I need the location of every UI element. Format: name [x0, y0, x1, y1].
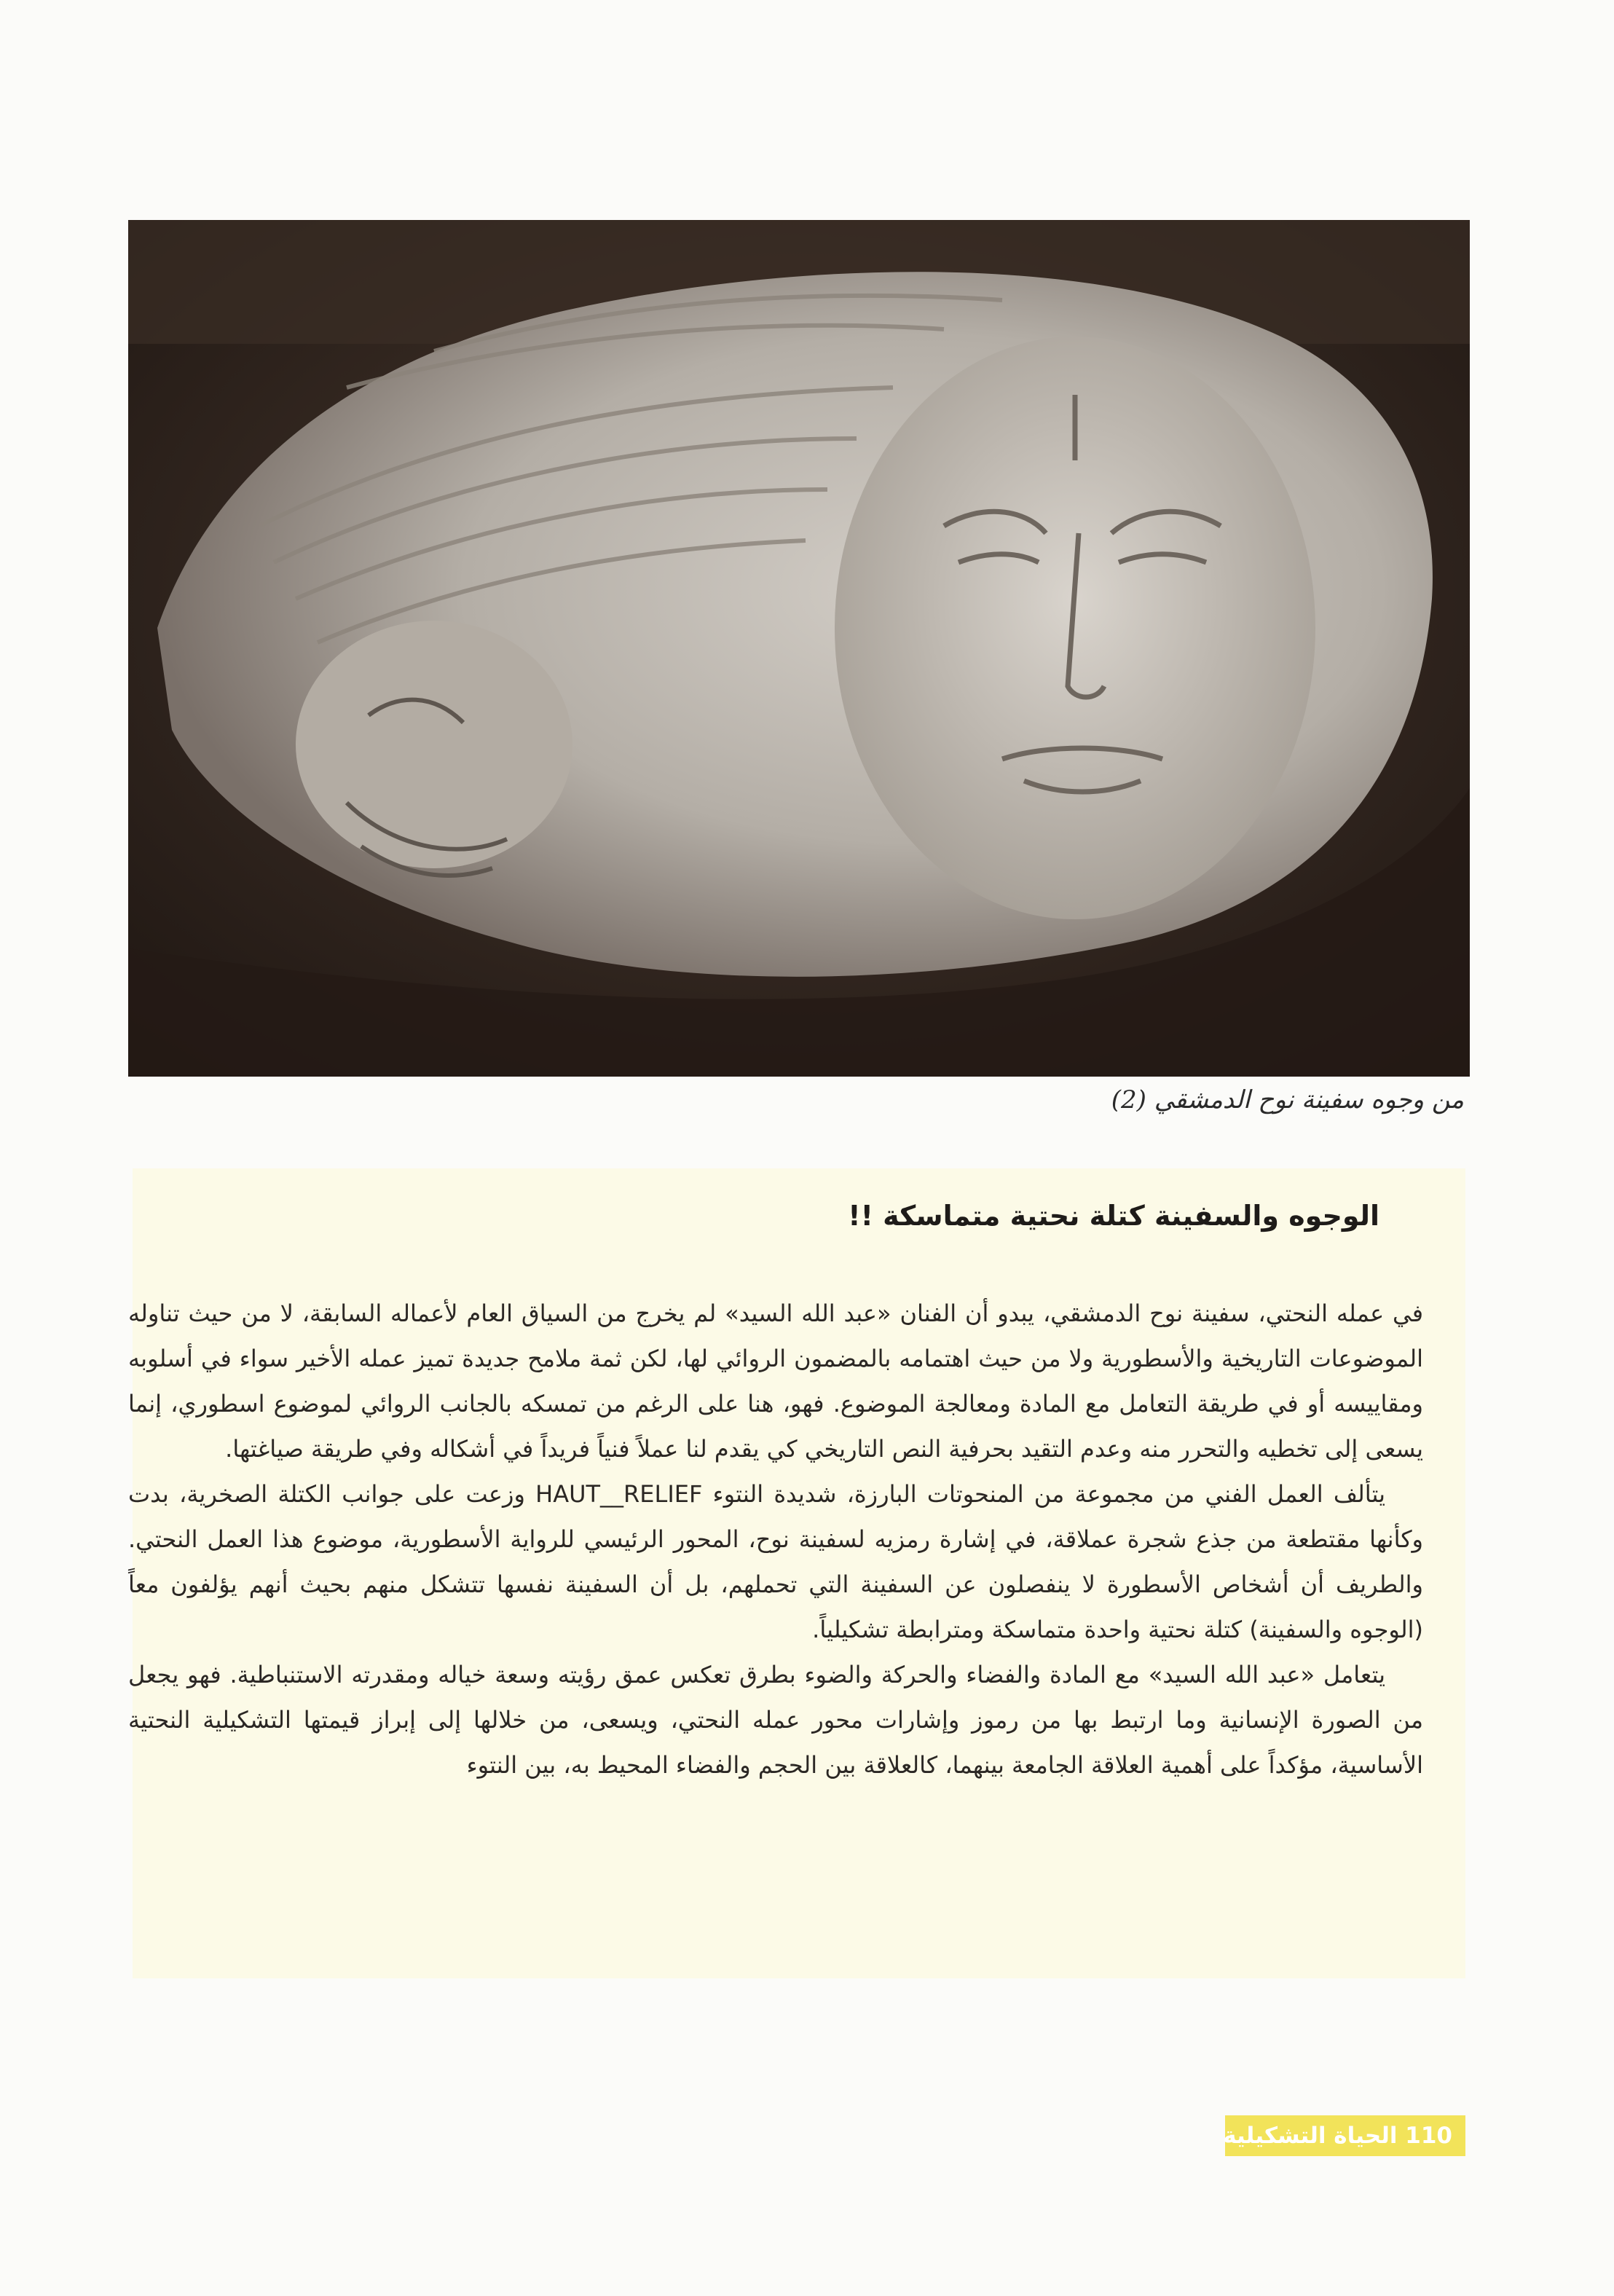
paragraph: يتعامل «عبد الله السيد» مع المادة والفضاء والحركة والضوء بطرق تعكس عمق رؤيته وسعة خياله ومقدرته الاستنباطية. فهو يجعل من الصورة الإنسانية وما ارتبط بها من رموز وإشارات محور عمله النحتي، ويسعى، من خلالها إلى إبراز قيمتها التشكيلية النحتية الأساسية، مؤكداً على أهمية العلاقة الجامعة بينهما، كالعلاقة بين الحجم والفضاء المحيط به، بين النتوء — [128, 1661, 1423, 1779]
sculpture-photo — [128, 220, 1470, 1077]
magazine-name: الحياة التشكيلية — [1223, 2123, 1398, 2149]
article-heading: الوجوه والسفينة كتلة نحتية متماسكة !! — [848, 1200, 1379, 1232]
photo-caption: من وجوه سفينة نوح الدمشقي (2) — [1111, 1085, 1464, 1114]
article-panel — [128, 1168, 1465, 1978]
stone-sculpture-image — [128, 220, 1470, 1077]
paragraph: في عمله النحتي، سفينة نوح الدمشقي، يبدو أن الفنان «عبد الله السيد» لم يخرج من السياق العام لأعماله السابقة، لا من حيث تناوله الموضوعات التاريخية والأسطورية ولا من حيث اهتمامه بالمضمون الروائي لها، لكن ثمة ملامح جديدة تميز عمله الأخير سواء في أسلوبه ومقاييسه أو في طريقة التعامل مع المادة ومعالجة الموضوع. فهو، هنا على الرغم من تمسكه بالجانب الروائي لموضوع اسطوري، إنما يسعى إلى تخطيه والتحرر منه وعدم التقيد بحرفية النص التاريخي كي يقدم لنا عملاً فنياً فريداً في أشكاله وفي طريقة صياغتها. — [128, 1300, 1423, 1463]
footer-label — [1223, 2115, 1452, 2156]
article-body — [128, 1291, 1423, 1788]
paragraph: يتألف العمل الفني من مجموعة من المنحوتات البارزة، شديدة النتوء HAUT__RELIEF وزعت على جوانب الكتلة الصخرية، بدت وكأنها مقتطعة من جذع شجرة عملاقة، في إشارة رمزيه لسفينة نوح، المحور الرئيسي للرواية الأسطورية، موضوع هذا العمل النحتي. والطريف أن أشخاص الأسطورة لا ينفصلون عن السفينة التي تحملهم، بل أن السفينة نفسها تتشكل منهم بحيث أنهم يؤلفون معاً (الوجوه والسفينة) كتلة نحتية واحدة متماسكة ومترابطة تشكيلياً. — [128, 1480, 1423, 1643]
page-number: 110 — [1405, 2123, 1452, 2149]
page-footer — [1225, 2115, 1465, 2156]
